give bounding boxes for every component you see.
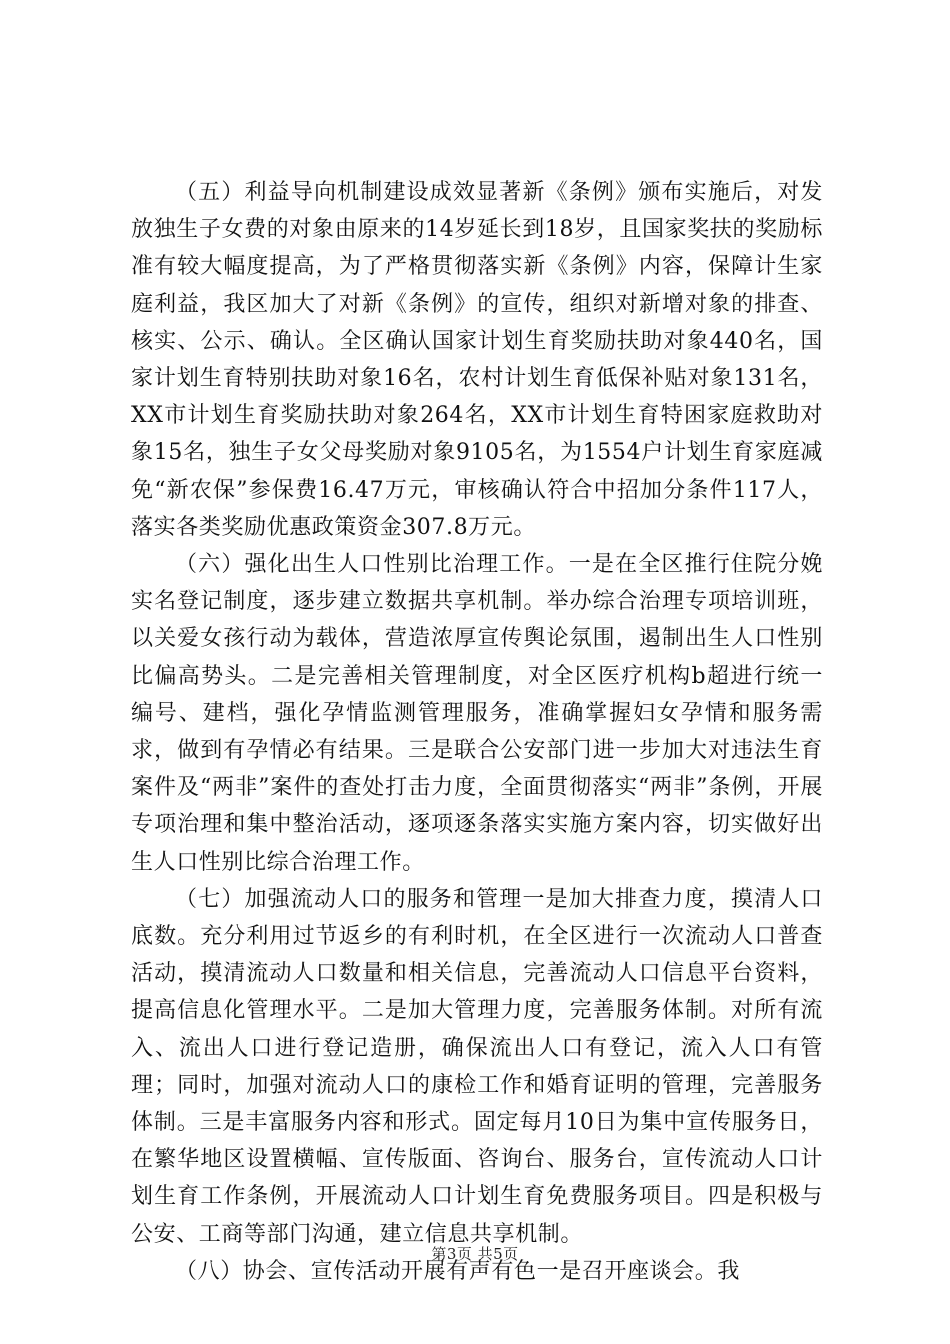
document-body <box>131 174 823 1290</box>
paragraph-section-8: （八）协会、宣传活动开展有声有色一是召开座谈会。我 <box>175 1258 741 1284</box>
page-footer: 第3页 共5页 <box>431 1245 519 1263</box>
paragraph-section-5: （五）利益导向机制建设成效显著新《条例》颁布实施后，对发放独生子女费的对象由原来的14岁延长到18岁，且国家奖扶的奖励标准有较大幅度提高，为了严格贯彻落实新《条例》内容，保障计生家庭利益，我区加大了对新《条例》的宣传，组织对新增对象的排查、核实、公示、确认。全区确认国家计划生育奖励扶助对象440名，国家计划生育特别扶助对象16名，农村计划生育低保补贴对象131名，XX市计划生育奖励扶助对象264名，XX市计划生育特困家庭救助对象15名，独生子女父母奖励对象9105名，为1554户计划生育家庭减免“新农保”参保费16.47万元，审核确认符合中招加分条件117人，落实各类奖励优惠政策资金307.8万元。 <box>131 180 823 540</box>
paragraph-section-7: （七）加强流动人口的服务和管理一是加大排查力度，摸清人口底数。充分利用过节返乡的有利时机，在全区进行一次流动人口普查活动，摸清流动人口数量和相关信息，完善流动人口信息平台资料，提高信息化管理水平。二是加大管理力度，完善服务体制。对所有流入、流出人口进行登记造册，确保流出人口有登记，流入人口有管理；同时，加强对流动人口的康检工作和婚育证明的管理，完善服务体制。三是丰富服务内容和形式。固定每月10日为集中宣传服务日，在繁华地区设置横幅、宣传版面、咨询台、服务台，宣传流动人口计划生育工作条例，开展流动人口计划生育免费服务项目。四是积极与公安、工商等部门沟通，建立信息共享机制。 <box>131 886 823 1247</box>
paragraph-section-6: （六）强化出生人口性别比治理工作。一是在全区推行住院分娩实名登记制度，逐步建立数据共享机制。举办综合治理专项培训班，以关爱女孩行动为载体，营造浓厚宣传舆论氛围，遏制出生人口性别比偏高势头。二是完善相关管理制度，对全区医疗机构b超进行统一编号、建档，强化孕情监测管理服务，准确掌握妇女孕情和服务需求，做到有孕情必有结果。三是联合公安部门进一步加大对违法生育案件及“两非”案件的查处打击力度，全面贯彻落实“两非”条例，开展专项治理和集中整治活动，逐项逐条落实实施方案内容，切实做好出生人口性别比综合治理工作。 <box>131 552 823 875</box>
